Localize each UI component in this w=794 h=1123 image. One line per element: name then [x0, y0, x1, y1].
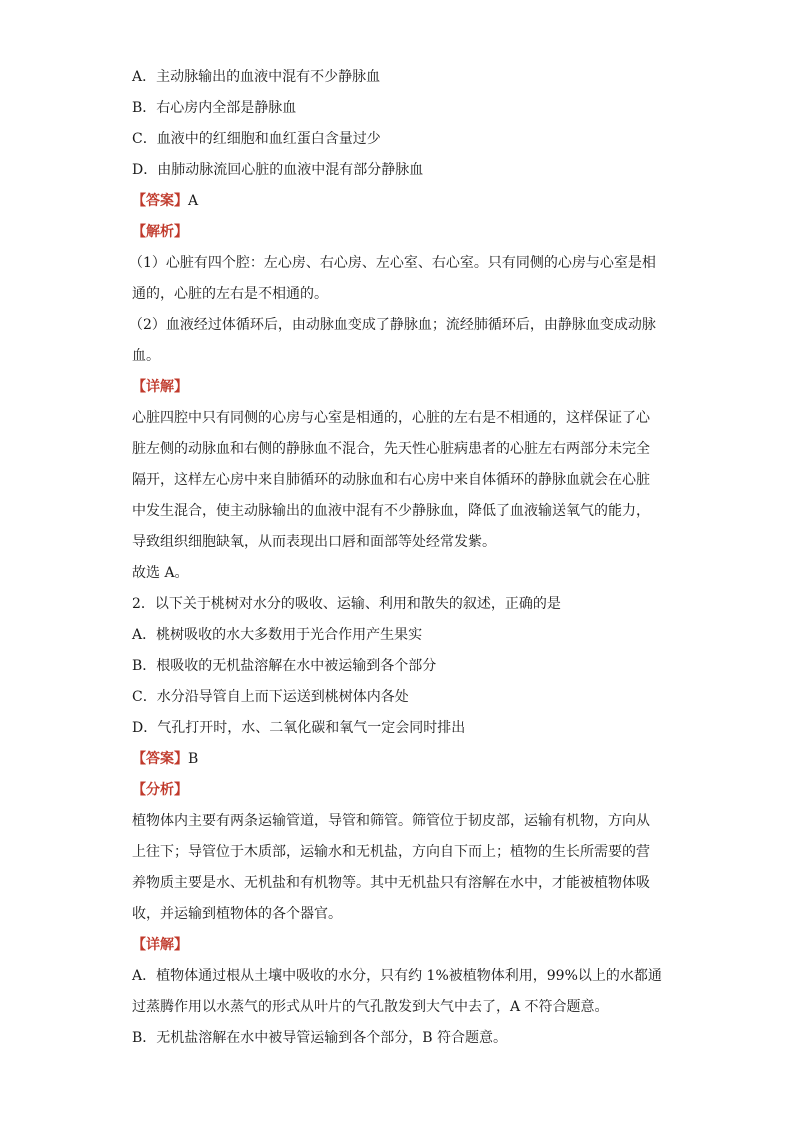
q2-analysis-line-3: 养物质主要是水、无机盐和有机物等。其中无机盐只有溶解在水中，才能被植物体吸: [132, 875, 650, 891]
q2-analysis-line-4: 收，并运输到植物体的各个器官。: [132, 906, 342, 922]
q1-detail-line-1: 心脏四腔中只有同侧的心房与心室是相通的，心脏的左右是不相通的，这样保证了心: [132, 410, 650, 426]
q1-option-b: B．右心房内全部是静脉血: [132, 100, 297, 116]
q2-detail-line-1: A．植物体通过根从土壤中吸收的水分，只有约 1%被植物体利用，99%以上的水都通: [132, 968, 662, 984]
q2-answer-value: B: [188, 751, 199, 767]
q1-detail-line-3: 隔开，这样左心房中来自肺循环的动脉血和右心房中来自体循环的静脉血就会在心脏: [132, 472, 650, 488]
q1-analysis-line-2: 通的，心脏的左右是不相通的。: [132, 286, 328, 302]
q2-option-b: B．根吸收的无机盐溶解在水中被运输到各个部分: [132, 658, 437, 674]
q1-analysis-line-4: 血。: [132, 348, 160, 364]
q1-analysis-line-3: （2）血液经过体循环后，由动脉血变成了静脉血；流经肺循环后，由静脉血变成动脉: [129, 317, 656, 333]
q2-analysis-tag: 【分析】: [132, 782, 188, 798]
q1-option-d: D．由肺动脉流回心脏的血液中混有部分静脉血: [132, 162, 424, 178]
q2-detail-tag: 【详解】: [132, 937, 188, 953]
q2-detail-row: [132, 930, 662, 961]
q2-option-a: A．桃树吸收的水大多数用于光合作用产生果实: [132, 627, 423, 643]
q2-analysis-line-2: 上往下；导管位于木质部，运输水和无机盐，方向自下而上；植物的生长所需要的营: [132, 844, 650, 860]
q1-detail-line-5: 导致组织细胞缺氧，从而表现出口唇和面部等处经常发紫。: [132, 534, 496, 550]
q1-analysis-row: [132, 217, 662, 248]
q1-option-c: C．血液中的红细胞和血红蛋白含量过少: [132, 131, 381, 147]
q2-answer-row: [132, 744, 662, 775]
q1-detail-tag: 【详解】: [132, 379, 188, 395]
q1-detail-line-2: 脏左侧的动脉血和右侧的静脉血不混合，先天性心脏病患者的心脏左右两部分未完全: [132, 441, 650, 457]
q1-answer-value: A: [188, 193, 199, 209]
q2-answer-tag: 【答案】: [132, 751, 188, 767]
question-2: [132, 589, 662, 1054]
q2-stem: 2．以下关于桃树对水分的吸收、运输、利用和散失的叙述，正确的是: [132, 596, 561, 612]
q1-answer-row: [132, 186, 662, 217]
q1-analysis-tag: 【解析】: [132, 224, 188, 240]
q1-conclusion: 故选 A。: [132, 565, 189, 581]
q2-option-c: C．水分沿导管自上而下运送到桃树体内各处: [132, 689, 409, 705]
q2-option-d: D．气孔打开时，水、二氧化碳和氧气一定会同时排出: [132, 720, 466, 736]
q2-detail-line-3: B．无机盐溶解在水中被导管运输到各个部分，B 符合题意。: [132, 1030, 508, 1046]
question-1: [129, 62, 662, 589]
q1-option-a: A．主动脉输出的血液中混有不少静脉血: [132, 69, 381, 85]
q2-analysis-row: [132, 775, 662, 806]
q1-analysis-line-1: （1）心脏有四个腔：左心房、右心房、左心室、右心室。只有同侧的心房与心室是相: [129, 255, 656, 271]
q1-detail-line-4: 中发生混合，使主动脉输出的血液中混有不少静脉血，降低了血液输送氧气的能力，: [132, 503, 650, 519]
document-page: [129, 62, 662, 1054]
q2-detail-line-2: 过蒸腾作用以水蒸气的形式从叶片的气孔散发到大气中去了，A 不符合题意。: [132, 999, 609, 1015]
q2-analysis-line-1: 植物体内主要有两条运输管道，导管和筛管。筛管位于韧皮部，运输有机物，方向从: [132, 813, 650, 829]
q1-answer-tag: 【答案】: [132, 193, 188, 209]
q1-detail-row: [132, 372, 662, 403]
